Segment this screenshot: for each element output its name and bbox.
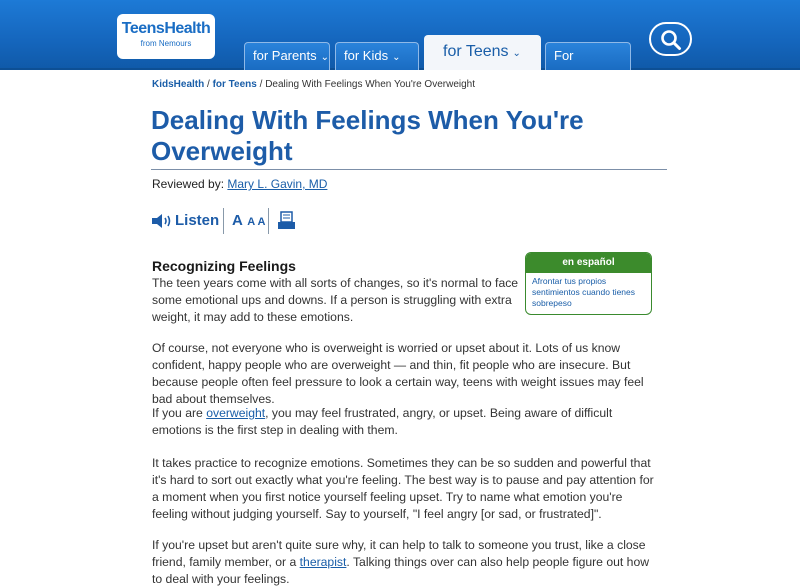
paragraph-3 xyxy=(152,405,652,439)
font-size-small: A A xyxy=(247,216,266,228)
paragraph-5 xyxy=(152,537,657,588)
paragraph-text: If you are xyxy=(152,406,207,420)
tab-for-educators[interactable] xyxy=(545,42,631,89)
paragraph-text: , you may feel frustrated, angry, or upset. Being aware of difficult emotions is the first step in dealing with them. xyxy=(152,406,613,437)
overweight-link[interactable]: overweight xyxy=(206,406,266,420)
search-button[interactable] xyxy=(649,22,692,56)
paragraph-text: . Talking things over can also help people figure out how to deal with your feelings. xyxy=(152,555,650,586)
spanish-box-header: en español xyxy=(526,253,651,273)
chevron-down-icon: ⌄ xyxy=(512,48,521,59)
logo-main-text: TeensHealth xyxy=(121,20,211,37)
font-size-button[interactable] xyxy=(232,208,266,234)
print-button[interactable] xyxy=(277,208,297,234)
speaker-icon xyxy=(151,213,173,229)
logo-sub-text: from Nemours xyxy=(140,39,192,48)
section-heading: Recognizing Feelings xyxy=(152,258,296,274)
chevron-down-icon: ⌄ xyxy=(392,52,401,63)
reviewer-link[interactable]: Mary L. Gavin, MD xyxy=(227,177,328,191)
listen-button[interactable] xyxy=(151,208,221,234)
tab-label: For Educators xyxy=(554,48,613,89)
reviewed-by xyxy=(152,177,327,191)
tab-label: for Teens xyxy=(443,43,509,60)
chevron-down-icon: ⌄ xyxy=(320,52,329,63)
spanish-version-box xyxy=(525,252,652,315)
paragraph-1: The teen years come with all sorts of changes, so it's normal to face some emotional ups and downs. If a person is struggling with extra weight, it may add to these emotions. xyxy=(152,276,519,324)
breadcrumb-separator: / xyxy=(256,79,266,90)
paragraph-4: It takes practice to recognize emotions. Sometimes they can be so sudden and powerful that it's hard to sort out exactly what you're feeling. The best way is to pause and pay attention for a moment when you first notice yourself feeling upset. Try to name what emotion you're feeling without judging yourself. Say to yourself, "I feel angry [or sad, or frustrated]". xyxy=(152,456,654,521)
font-size-big: A xyxy=(232,212,243,229)
tool-separator xyxy=(223,208,224,234)
search-icon xyxy=(660,29,682,51)
tab-for-kids[interactable] xyxy=(335,42,419,70)
breadcrumb-current: Dealing With Feelings When You're Overweight xyxy=(265,79,475,90)
breadcrumb-home-link[interactable]: KidsHealth xyxy=(152,79,205,90)
tool-separator xyxy=(268,208,269,234)
page-title: Dealing With Feelings When You're Overweight xyxy=(151,105,584,166)
listen-label: Listen xyxy=(175,212,220,229)
tab-for-parents[interactable] xyxy=(244,42,330,70)
paragraph-text: If you're upset but aren't quite sure why, it can help to talk to someone you trust, like a close friend, family member, or a xyxy=(152,538,646,569)
spanish-article-link[interactable]: Afrontar tus propios sentimientos cuando tienes sobrepeso xyxy=(532,276,636,308)
print-icon xyxy=(277,211,297,231)
breadcrumb-separator: / xyxy=(204,79,213,90)
tab-for-teens[interactable] xyxy=(424,35,541,70)
reviewed-label: Reviewed by: xyxy=(152,177,225,191)
teenshealth-logo[interactable] xyxy=(117,14,215,59)
tab-label: for Parents xyxy=(253,48,317,63)
therapist-link[interactable]: therapist xyxy=(299,555,347,569)
breadcrumb-section-link[interactable]: for Teens xyxy=(212,79,257,90)
paragraph-2: Of course, not everyone who is overweight is worried or upset about it. Lots of us know confident, happy people who are overweight — and thin, fit people who are insecure. But because people often feel pressure to look a certain way, teens with weight issues may feel bad about themselves. xyxy=(152,341,644,406)
breadcrumb xyxy=(152,79,475,90)
tab-label: for Kids xyxy=(344,48,389,63)
title-divider xyxy=(151,169,667,170)
